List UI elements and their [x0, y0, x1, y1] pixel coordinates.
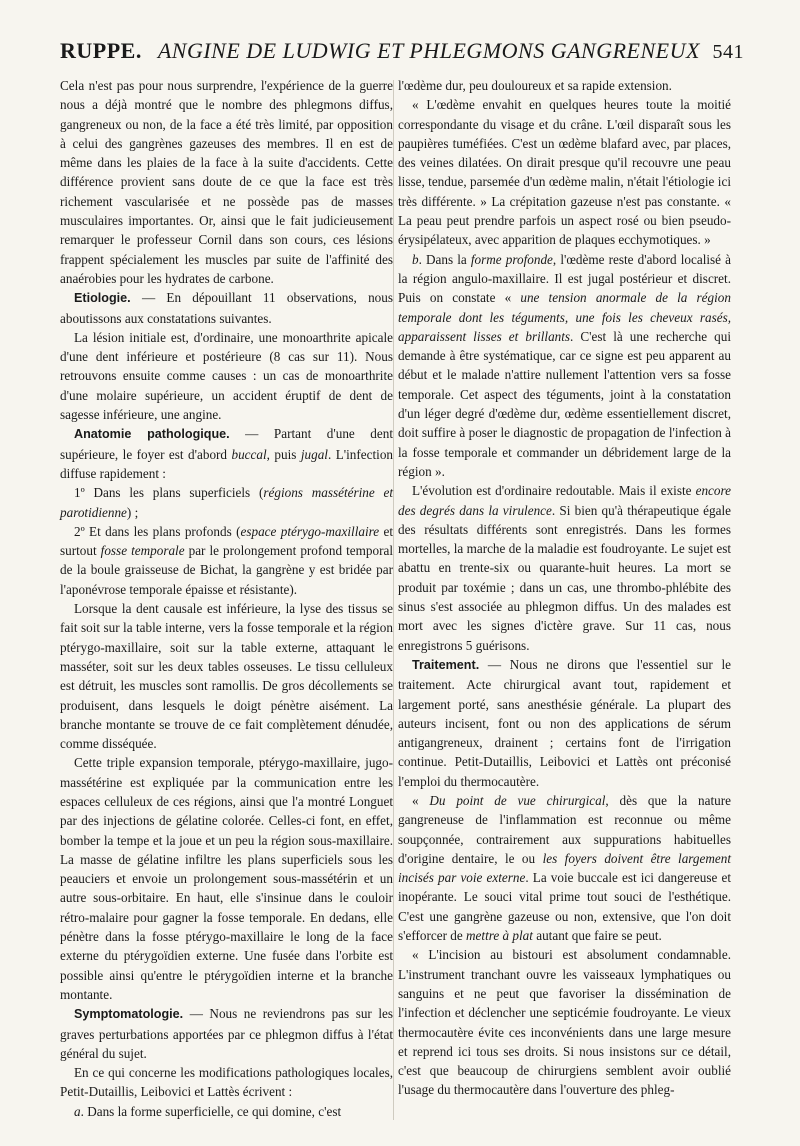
- paragraph: a. Dans la forme superficielle, ce qui domine, c'est: [74, 1103, 342, 1119]
- paragraph: b. Dans la forme profonde, l'œdème reste d'abord localisé à la région angulo-maxillaire. Il est jugal postérieur et discret. Puis on constate « une tension anormale de la région temporale dont les téguments, une fois les cheveux rasés, apparaissent lisses et brillants. C'est là une recherche qui demande à être systématique, car ce signe est peu apparent au début et le malade n'attire nullement l'attention vers sa fosse temporale. Cet aspect des téguments, joint à la constatation d'un léger degré d'œdème dur, œdème essentiellement discret, doit suffire à poser le diagnostic de propagation de l'infection à la fosse temporale et commander un débridement large de la région ».: [398, 251, 731, 479]
- header-author: RUPPE.: [60, 38, 142, 63]
- paragraph: L'évolution est d'ordinaire redoutable. Mais il existe encore des degrés dans la virulence. Si bien qu'à thérapeutique égale des résultats différents sont enregistrés. Dans les formes mortelles, la marche de la maladie est foudroyante. Le sujet est abattu en trente-six ou quarante-huit heures. La mort se produit par toxémie ; dans un cas, une thrombo-phlébite des sinus s'est associée au phlegmon diffus. Un des malades est mort avec les signes d'ictère grave. Sur 11 cas, nous enregistrons 5 guérisons.: [398, 483, 732, 653]
- paragraph: « L'œdème envahit en quelques heures toute la moitié correspondante du visage et du crâne. L'œil disparaît sous les paupières tuméfiées. C'est un œdème blafard avec, par places, des veines dilatées. On dirait presque qu'il recouvre une peau lisse, tendue, parsemée d'un œdème malin, n'était l'étiologie ici très différente. » La crépitation gazeuse n'est pas constante. « La peau peut prendre parfois un aspect rosé ou bien pseudo-érysipélateux, avec apparition de plaques ecchymotiques. »: [398, 97, 731, 248]
- paragraph-etiologie: Etiologie. — En dépouillant 11 observations, nous aboutissons aux constatations suivantes.: [60, 290, 393, 326]
- paragraph: En ce qui concerne les modifications pathologiques locales, Petit-Dutaillis, Leibovici et Lattès écrivent :: [60, 1065, 393, 1100]
- left-column: [60, 76, 393, 1121]
- running-header: [60, 38, 744, 72]
- paragraph-traitement: Traitement. — Nous ne dirons que l'essentiel sur le traitement. Acte chirurgical avant tout, rapidement et largement porté, sans anesthésie générale. La plupart des auteurs incisent, font ou non des applications de sérum antigangreneux, drainent ; certains font de l'irrigation continue. Petit-Dutaillis, Leibovici et Lattès ont préconisé l'emploi du thermocautère.: [398, 656, 731, 789]
- paragraph: « Du point de vue chirurgical, dès que la nature gangreneuse de l'inflammation est reconnue ou même soupçonnée, contrairement aux suppurations habituelles d'origine dentaire, le ou les foyers doivent être largement incisés par voie externe. La voie buccale est ici dangereuse et inopérante. Le souci vital prime tout souci de l'esthétique. C'est une gangrène gazeuse ou non, extensive, que l'on doit s'efforcer de mettre à plat autant que faire se peut.: [398, 792, 732, 944]
- section-heading: Symptomatologie.: [74, 1007, 184, 1022]
- section-heading: Anatomie pathologique.: [74, 427, 230, 442]
- paragraph: « L'incision au bistouri est absolument condamnable. L'instrument tranchant ouvre les vaisseaux lymphatiques ou sanguins et ne peut que favoriser la dissémination de l'infection et déclencher une septicémie foudroyante. Le vieux thermocautère évite ces inconvénients dans une large mesure et reprend ici tous ses droits. Si nous insistons sur ce détail, c'est que beaucoup de chirurgiens semblent avoir oublié l'usage du thermocautère dans l'ouverture des phleg-: [398, 947, 731, 1098]
- paragraph: Lorsque la dent causale est inférieure, la lyse des tissus se fait soit sur la table interne, vers la fosse temporale et la région ptérygo-maxillaire, soit sur la table externe, attaquant le masséter, soit sur les deux tables osseuses. Le tissu celluleux est détruit, les muscles sont ramollis. De gros décollements se produisent, dans lesquels le doigt pénètre aisément. La branche montante se trouve de ce fait complètement dénudée, comme disséquée.: [60, 601, 393, 752]
- paragraph-symptomatologie: Symptomatologie. — Nous ne reviendrons pas sur les graves perturbations apportées par ce phlegmon diffus à l'état général du sujet.: [60, 1006, 393, 1061]
- paragraph: Cela n'est pas pour nous surprendre, l'expérience de la guerre nous a déjà montré que le nombre des phlegmons diffus, gangreneux ou non, de la face a été très limité, par opposition à celui des gangrènes gazeuses des membres. Il en est de même dans les plaies de la face à la suite d'accidents. Cette différence provient sans doute de ce que la face est très richement vascularisée et ne possède pas de masses musculaires importantes. Or, ainsi que le fait judicieusement remarquer le professeur Cornil dans son cours, ces lésions frappent spécialement les muscles par suite de l'affinité des anaérobies pour les hydrates de carbone.: [60, 78, 393, 286]
- right-column: [398, 76, 731, 1100]
- section-heading: Etiologie.: [74, 291, 131, 306]
- paragraph: l'œdème dur, peu douloureux et sa rapide extension.: [398, 78, 672, 93]
- header-title: ANGINE DE LUDWIG ET PHLEGMONS GANGRENEUX: [157, 38, 700, 63]
- column-divider: [393, 80, 394, 1120]
- list-item: 2º Et dans les plans profonds (espace ptérygo-maxillaire et surtout fosse temporale par le prolongement profond temporal de la boule graisseuse de Bichat, la gangrène y est bridée par l'aponévrose temporale épaisse et résistante).: [60, 523, 393, 597]
- paragraph-anatomie: Anatomie pathologique. — Partant d'une dent supérieure, le foyer est d'abord buccal, puis jugal. L'infection diffuse rapidement :: [60, 426, 394, 481]
- list-item: 1º Dans les plans superficiels (régions massétérine et parotidienne) ;: [60, 485, 393, 520]
- section-heading: Traitement.: [412, 657, 480, 672]
- paragraph: Cette triple expansion temporale, ptérygo-maxillaire, jugo-massétérine est expliquée par la communication entre les espaces celluleux de ces régions, ainsi que l'a montré Longuet par des injections de gélatine colorée. Celles-ci font, en effet, bomber la tempe et la joue et un peu la région sous-maxillaire. La masse de gélatine infiltre les plans superficiels sous les peauciers et envoie un prolongement sous-massétérin et un autre sous-orbitaire. En haut, elle s'insinue dans le couloir rétro-malaire pour gagner la fosse temporale. En dedans, elle pénètre dans la fosse ptérygo-maxillaire le long de la face externe du ptérygoïdien externe. Une fusée dans l'orbite est possible ainsi qu'entre le ptérygoïdien interne et la branche montante.: [60, 755, 393, 1002]
- paragraph: La lésion initiale est, d'ordinaire, une monoarthrite apicale d'une dent inférieure et postérieure (8 cas sur 11). Nous retrouvons ensuite comme causes : un cas de monoarthrite d'une molaire supérieure, un accident éruptif de dent de sagesse inférieure, une angine.: [60, 329, 393, 423]
- page-number: 541: [712, 41, 744, 63]
